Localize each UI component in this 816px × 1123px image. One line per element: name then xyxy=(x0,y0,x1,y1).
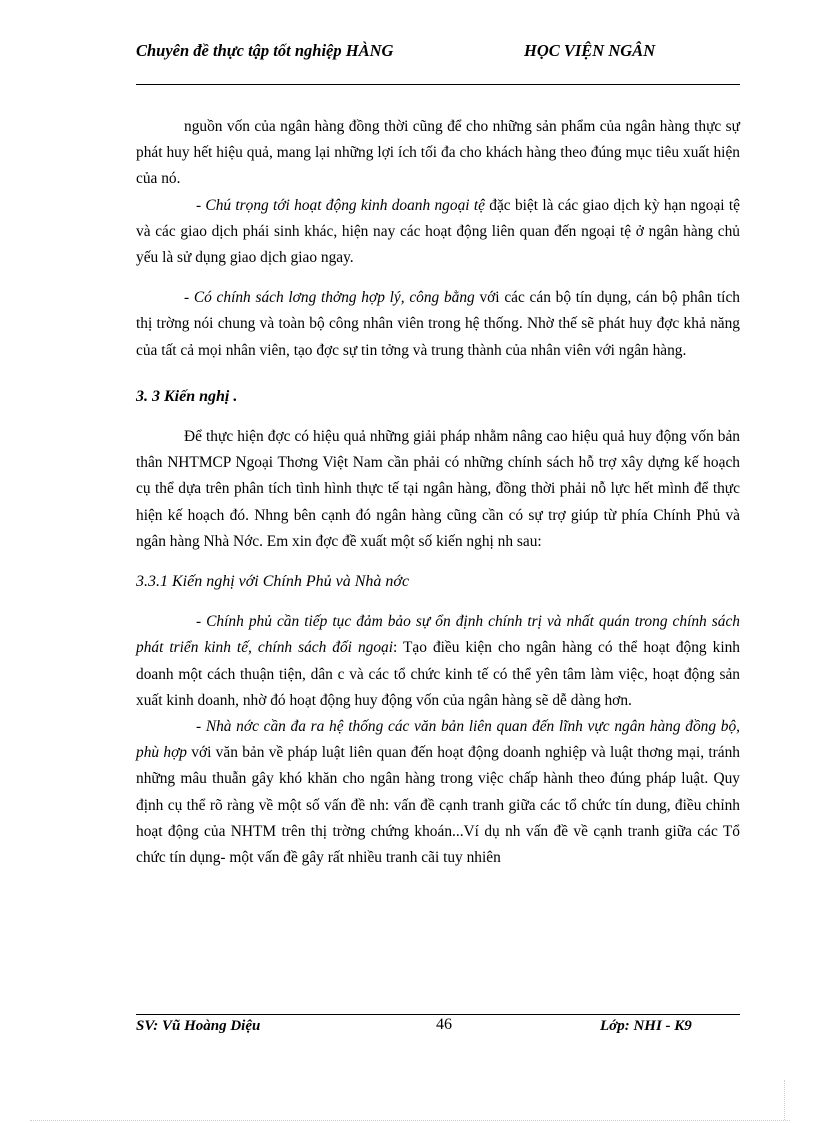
page-edge-line xyxy=(30,1120,790,1121)
page-body xyxy=(136,114,740,871)
paragraph-2-text: đặc biệt là các giao dịch kỳ hạn ngoại tệ và các giao dịch phái sinh khác, hiện nay các hoạt động liên quan đến ngoại tệ ở ngân hàng chủ yếu là sử dụng giao dịch giao ngay. xyxy=(136,196,741,267)
header-divider xyxy=(136,84,740,85)
paragraph-5-emphasis: - Chính phủ cần tiếp tục đảm bảo sự ổn định chính trị và nhất quán trong chính sách phát triển kinh tế, chính sách đối ngoại xyxy=(136,613,740,657)
paragraph-6 xyxy=(136,714,740,871)
paragraph-3-text: với các cán bộ tín dụng, cán bộ phân tích thị trờng nói chung và toàn bộ công nhân viên trong hệ thống. Nhờ thế sẽ phát huy đợc khả năng của tất cả mọi nhân viên, tạo đợc sự tin tởng và trung thành của nhân viên với ngân hàng. xyxy=(136,289,740,359)
paragraph-3 xyxy=(136,285,740,364)
header-title: Chuyên đề thực tập tốt nghiệp HÀNG xyxy=(136,41,394,60)
paragraph-4: Để thực hiện đợc có hiệu quả những giải pháp nhằm nâng cao hiệu quả huy động vốn bản thân NHTMCP Ngoại Thơng Việt Nam cần phải có những chính sách hỗ trợ xây dựng kế hoạch cụ thể dựa trên phân tích tình hình thực tế tại ngân hàng, đồng thời phải nỗ lực hết mình để thực hiện kế hoạch đó. Nhng bên cạnh đó ngân hàng cũng cần có sự trợ giúp từ phía Chính Phủ và ngân hàng Nhà Nớc. Em xin đợc đề xuất một số kiến nghị nh sau: xyxy=(136,428,740,550)
paragraph-3-emphasis: - Có chính sách lơng thởng hợp lý, công bằng xyxy=(184,289,475,307)
section-heading: 3. 3 Kiến nghị . xyxy=(136,387,238,405)
paragraph-6-emphasis: - Nhà nớc cần đa ra hệ thống các văn bản liên quan đến lĩnh vực ngân hàng đồng bộ, phù hợp xyxy=(136,718,740,762)
paragraph-2-emphasis: - Chú trọng tới hoạt động kinh doanh ngoại tệ xyxy=(196,196,485,214)
paragraph-1: nguồn vốn của ngân hàng đồng thời cũng để cho những sản phẩm của ngân hàng thực sự phát huy hết hiệu quả, mang lại những lợi ích tối đa cho khách hàng theo đúng mục tiêu xuất hiện của nó. xyxy=(136,118,740,188)
subsection-heading: 3.3.1 Kiến nghị với Chính Phủ và Nhà nớc xyxy=(136,573,410,591)
paragraph-6-text: với văn bản về pháp luật liên quan đến hoạt động doanh nghiệp và luật thơng mại, tránh những mâu thuẫn gây khó khăn cho ngân hàng trong việc chấp hành theo đúng pháp luật. Quy định cụ thể rõ ràng về một số vấn đề nh: vấn đề cạnh tranh giữa các tổ chức tín dung, điều chỉnh hoạt động của NHTM trên thị trờng chứng khoán...Ví dụ nh vấn đề về cạnh tranh giữa các Tổ chức tín dụng- một vấn đề gây rất nhiều tranh cãi tuy nhiên xyxy=(136,744,740,867)
paragraph-5 xyxy=(136,609,740,714)
footer-divider xyxy=(136,1014,740,1015)
page-number: 46 xyxy=(436,1016,452,1033)
page-corner-mark xyxy=(784,1080,785,1120)
paragraph-2 xyxy=(136,193,740,272)
footer-class: Lớp: NHI - K9 xyxy=(600,1018,692,1034)
paragraph-5-text: : Tạo điều kiện cho ngân hàng có thể hoạt động kinh doanh một cách thuận tiện, dân c và các tổ chức kinh tế có thể yên tâm làm việc, hoạt động sản xuất kinh doanh, nhờ đó hoạt động huy động vốn của ngân hàng sẽ dễ dàng hơn. xyxy=(136,639,740,709)
header-institution: HỌC VIỆN NGÂN xyxy=(524,41,656,60)
footer-student: SV: Vũ Hoàng Diệu xyxy=(136,1018,261,1034)
